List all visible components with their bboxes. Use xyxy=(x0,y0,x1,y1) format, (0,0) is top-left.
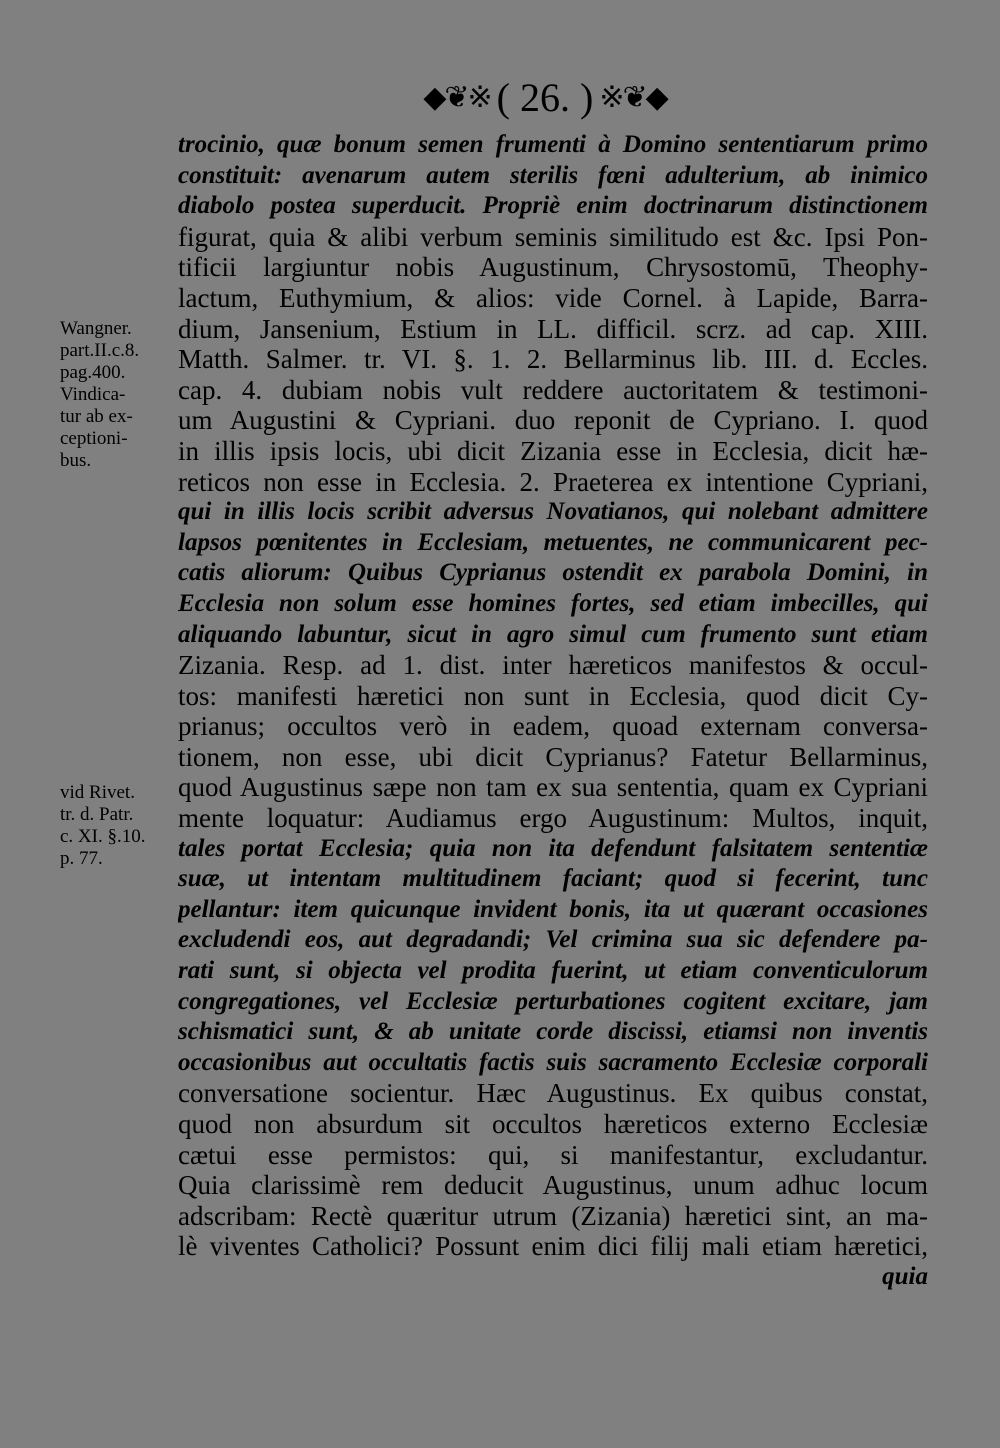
text-line: schismatici sunt, & ab unitate corde discissi, etiamsi non inventis xyxy=(178,1018,928,1046)
text-line: um Augustini & Cypriani. duo reponit de Cypriano. I. quod xyxy=(178,405,928,436)
text-line: mente loquatur: Audiamus ergo Augustinum: Multos, inquit, xyxy=(178,803,928,834)
running-header xyxy=(400,68,690,128)
text-line: cap. 4. dubiam nobis vult reddere auctoritatem & testimoni- xyxy=(178,374,928,405)
text-line: occasionibus aut occultatis factis suis sacramento Ecclesiæ corporali xyxy=(178,1048,928,1076)
text-line: dium, Jansenium, Estium in LL. difficil. scrz. ad cap. XIII. xyxy=(178,313,928,344)
text-line: aliquando labuntur, sicut in agro simul cum frumento sunt etiam xyxy=(178,620,928,648)
text-line: reticos non esse in Ecclesia. 2. Praeterea ex intentione Cypriani, xyxy=(178,466,928,497)
text-line: prianus; occultos verò in eadem, quoad externam conversa- xyxy=(178,711,928,742)
text-line: constituit: avenarum autem sterilis fœni adulterium, ab inimico xyxy=(178,161,928,189)
text-line: excludendi eos, aut degradandi; Vel crimina sua sic defendere pa- xyxy=(178,926,928,954)
text-line: qui in illis locis scribit adversus Novatianos, qui nolebant admittere xyxy=(178,498,928,526)
margin-note-line: bus. xyxy=(60,450,92,471)
ornament-right-icon: ※❦◆ xyxy=(599,81,667,114)
margin-note-line: p. 77. xyxy=(60,848,103,869)
margin-note-line: Wangner. xyxy=(60,318,132,339)
text-line: tionem, non esse, ubi dicit Cyprianus? Fatetur Bellarminus, xyxy=(178,741,928,772)
text-line: diabolo postea superducit. Propriè enim doctrinarum distinctionem xyxy=(178,192,928,220)
margin-note-line: vid Rivet. xyxy=(60,782,135,803)
text-line: suæ, ut intentam multitudinem faciant; quod si fecerint, tunc xyxy=(178,865,928,893)
margin-note-line: c. XI. §.10. xyxy=(60,826,146,847)
text-line: pellantur: item quicunque invident bonis, ita ut quærant occasiones xyxy=(178,895,928,923)
page-number: ( 26. ) xyxy=(496,75,594,120)
margin-note-rivet xyxy=(60,782,185,870)
text-line: Zizania. Resp. ad 1. dist. inter hæreticos manifestos & occul- xyxy=(178,650,928,681)
margin-note-line: ceptioni- xyxy=(60,428,128,449)
text-line: lapsos pœnitentes in Ecclesiam, metuentes, ne communicarent pec- xyxy=(178,528,928,556)
text-line: Ecclesia non solum esse homines fortes, sed etiam imbecilles, qui xyxy=(178,589,928,617)
text-line: lè viventes Catholici? Possunt enim dici filij mali etiam hæretici, xyxy=(178,1231,928,1262)
text-line: quod Augustinus sæpe non tam ex sua sententia, quam ex Cypriani xyxy=(178,772,928,803)
margin-note-line: Vindica- xyxy=(60,384,126,405)
text-line: congregationes, vel Ecclesiæ perturbationes cogitent excitare, jam xyxy=(178,987,928,1015)
text-line: quod non absurdum sit occultos hæreticos externo Ecclesiæ xyxy=(178,1109,928,1139)
text-line: rati sunt, si objecta vel prodita fuerint, ut etiam conventiculorum xyxy=(178,957,928,985)
catchword: quia xyxy=(882,1262,928,1290)
text-line: cætui esse permistos: qui, si manifestantur, excludantur. xyxy=(178,1139,928,1170)
text-line: Matth. Salmer. tr. VI. §. 1. 2. Bellarminus lib. III. d. Eccles. xyxy=(178,344,928,375)
margin-note-line: tr. d. Patr. xyxy=(60,804,134,825)
text-line: figurat, quia & alibi verbum seminis similitudo est &c. Ipsi Pon- xyxy=(178,221,928,252)
text-line: tales portat Ecclesia; quia non ita defendunt falsitatem sententiæ xyxy=(178,834,928,862)
text-line: in illis ipsis locis, ubi dicit Zizania esse in Ecclesia, dicit hæ- xyxy=(178,435,928,466)
text-line: catis aliorum: Quibus Cyprianus ostendit ex parabola Domini, in xyxy=(178,559,928,587)
text-line: trocinio, quæ bonum semen frumenti à Domino sententiarum primo xyxy=(178,131,928,158)
text-line: tificii largiuntur nobis Augustinum, Chrysostomū, Theophy- xyxy=(178,252,928,283)
margin-note-line: pag.400. xyxy=(60,362,126,383)
main-text xyxy=(178,130,928,1293)
text-line: adscribam: Rectè quæritur utrum (Zizania) hæretici sint, an ma- xyxy=(178,1200,928,1231)
text-line: tos: manifesti hæretici non sunt in Ecclesia, quod dicit Cy- xyxy=(178,680,928,711)
text-line: lactum, Euthymium, & alios: vide Cornel. à Lapide, Barra- xyxy=(178,282,928,313)
text-line: conversatione socientur. Hæc Augustinus. Ex quibus constat, xyxy=(178,1078,928,1109)
margin-note-line: tur ab ex- xyxy=(60,406,133,427)
text-line: Quia clarissimè rem deducit Augustinus, unum adhuc locum xyxy=(178,1170,928,1201)
margin-note-wangner xyxy=(60,318,185,472)
margin-note-line: part.II.c.8. xyxy=(60,340,140,361)
ornament-left-icon: ◆❦※ xyxy=(423,81,491,114)
